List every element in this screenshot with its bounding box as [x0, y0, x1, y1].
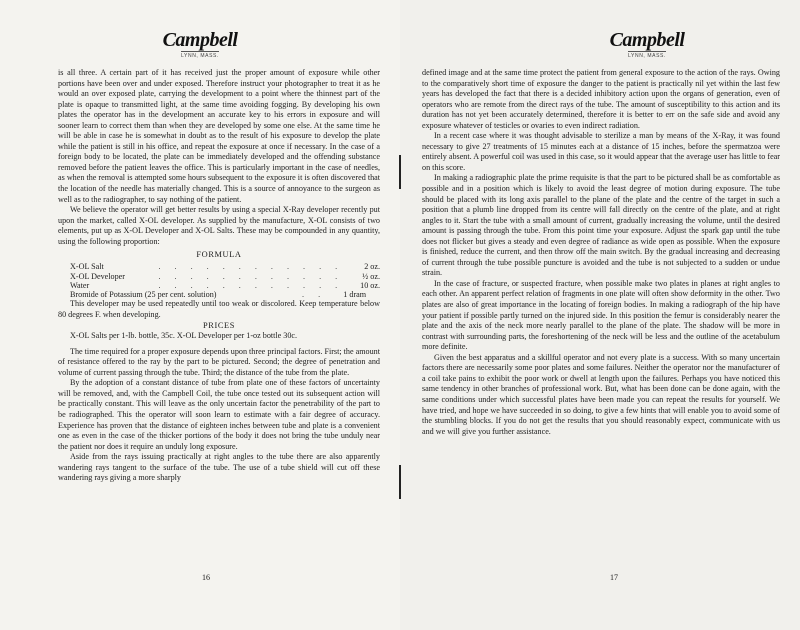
formula-row: [58, 262, 380, 271]
left-page-text: [58, 68, 380, 484]
binding-staple-mark: [399, 465, 401, 499]
logo-wordmark: Campbell: [609, 29, 685, 51]
formula-list: [58, 262, 380, 299]
logo-wordmark: Campbell: [162, 29, 238, 51]
formula-ingredient: Water: [70, 280, 90, 290]
formula-ingredient: X-OL Salt: [70, 262, 104, 272]
formula-quantity: 2 oz.: [364, 262, 380, 272]
paragraph: Aside from the rays issuing practically at right angles to the tube there are also apparently wandering rays tangent to the surface of the tube. The use of a tube shield will cut off these wandering rays giving a more sharply: [58, 452, 380, 483]
paragraph: We believe the operator will get better results by using a special X-Ray developer recently put upon the market, called X-OL developer. As supplied by the manufacture, X-OL consists of two elements, put up as X-OL Developer and X-OL Salts. These may be compounded in any quantity, using the following proportion:: [58, 205, 380, 246]
formula-ingredient: X-OL Developer: [70, 271, 125, 281]
campbell-logo: [609, 29, 685, 64]
paragraph: The time required for a proper exposure depends upon three principal factors. First; the amount of resistance offered to the ray by the part to be pictured. Second; the degree of penetration and volume of current passing through the tube. Third; the distance of the tube from the plate.: [58, 346, 380, 377]
prices-line: X-OL Salts per 1-lb. bottle, 35c. X-OL Developer per 1-oz bottle 30c.: [70, 331, 298, 341]
right-page-text: [422, 68, 780, 437]
formula-quantity: 10 oz.: [360, 280, 380, 290]
logo-subline: LYNN, MASS.: [628, 53, 666, 59]
page-number: 17: [610, 573, 618, 582]
leader-dots: . .: [302, 289, 327, 299]
leader-dots: . . . . . . . . . . . .: [158, 280, 344, 290]
paragraph: In the case of fracture, or suspected fracture, when possible make two plates in planes at right angles to each other. An apparent perfect relation of fragments in one plate will often show deformity in the other. Two plates are also of great importance in the locating of foreign bodies. In making a radiograph of the hip have your patient if possible partly turned on the injured side. In this position the femur is considerably nearer the plate and the axis of the neck more nearly parallel to the plane of the plate. The shadow will be more in contrast with surrounding parts, the foreshortening of the neck will be less and the outline of the acetabulum more definite.: [422, 278, 780, 352]
formula-heading: FORMULA: [196, 250, 242, 260]
prices-heading: PRICES: [203, 321, 235, 331]
formula-row: [58, 290, 380, 299]
campbell-logo: [162, 29, 238, 64]
paragraph: Given the best apparatus and a skillful operator and not every plate is a success. With so many uncertain factors there are necessarily some poor plates and some failures. Neither the operator nor the manufacturer of a coil take pains to exhibit the poor work or dwell at length upon the failures. Perhaps you have noticed this same tendency in other branches of professional work. But, what has been done can be done again, with the same conditions under which successful plates have been made you can repeat the results for yourself. We have tried, and hope we have succeeded in so doing, to give a few hints that will enable you to avoid some of the stumbling blocks. If you do not get the results that you should reasonably expect, communicate with us and we will give you further assistance.: [422, 352, 780, 436]
formula-row: [58, 281, 380, 290]
paragraph: By the adoption of a constant distance of tube from plate one of these factors of uncertainty will be removed, and, with the Campbell Coil, the tube once tested out its subsequent action will be practically constant. This will leave as the only uncertain factor the penetrability of the part to be radiographed. This the operator will soon learn to estimate with a fair degree of accuracy. Experience has proven that the distance of eighteen inches between tube and plate is a convenient one as even in the case of the thicker portions of the body it does not bring the tube unduly near the patient nor does it require an unduly long exposure.: [58, 378, 380, 451]
leader-dots: . . . . . . . . . . . .: [158, 271, 344, 281]
paragraph: In making a radiographic plate the prime requisite is that the part to be pictured shall be as comfortable as possible and in a position which is likely to avoid the least degree of motion during exposure. The tube should be placed with its long axis parallel to the plane of the plate and the centre of the target in such a position that a plumb line dropped from its centre will fall directly on the centre of the plate, and at right angles to it. Start the tube with a small amount of current, gradually increasing the volume, until the desired amount is passing through the tube. From this point time your exposure. Adjust the spark gap until the tube does not flicker but gives a steady and even degree of radiance as wide open as possible. When the exposure is finished, reduce the current, and then throw off the main switch. By the gradual increasing and decreasing of current through the tube possible puncture is avoided and the tube is not subjected to a sudden or undue strain.: [422, 173, 780, 278]
logo-subline: LYNN, MASS.: [181, 53, 219, 59]
formula-note: This developer may be used repeatedly until too weak or discolored. Keep temperature below 80 degrees F. when developing.: [58, 299, 380, 319]
right-page: [400, 0, 800, 630]
formula-quantity: ½ oz.: [362, 271, 380, 281]
paragraph: is all three. A certain part of it has received just the proper amount of exposure while other portions have been over and under exposed. Therefore instruct your photographer to treat it as he would an over exposed plate, carrying the development to a point where the thinnest part of the plate is opaque to transmitted light, at the same time avoiding fogging. By developing his own plates the operator has in the development an accurate key to his errors in exposure and will sooner learn to correct them than when they are developed by some one else. At the same time he will be able in case he is somewhat in doubt as to the result of his exposure to develop the plate while the patient is still in his office, and repeat the exposure at once if necessary. In the case of a foreign body to be located, the plate can be immediately developed and the offending substance removed before the patient leaves the office. This is particularly important in the case of needles, as when the removal is attempted some hours subsequent to the exposure it is often discovered that the location of the needle has materially changed. This is a source of annoyance to the surgeon as well as to the radiographer, to say nothing of the patient.: [58, 68, 380, 204]
formula-ingredient: Bromide of Potassium (25 per cent. solution): [70, 289, 217, 299]
binding-staple-mark: [399, 155, 401, 189]
page-number: 16: [202, 573, 210, 582]
paragraph: defined image and at the same time protect the patient from general exposure to the action of the rays. Owing to the comparatively short time of exposure the danger to the patient is practically nil yet within the last few years has developed the fact that there is a decided inhibitory action upon the organs of generation, even of operators who are remote from the direct rays of the tube. The amount of susceptibility to this action and its duration has not yet been accurately determined, therefore it is better to err on the safe side and avoid any exposure whatever of testicles or ovaries to even indirect radiation.: [422, 68, 780, 130]
formula-row: [58, 272, 380, 281]
paragraph: In a recent case where it was thought advisable to sterilize a man by means of the X-Ray, it was found necessary to give 27 treatments of 15 minutes each at a distance of 15 inches, before the spermatzoa were entirely absent. A powerful coil was used in this case, so it would appear that the average user has little to fear on this score.: [422, 131, 780, 172]
formula-quantity: 1 dram: [343, 289, 367, 299]
leader-dots: . . . . . . . . . . . .: [158, 262, 344, 272]
